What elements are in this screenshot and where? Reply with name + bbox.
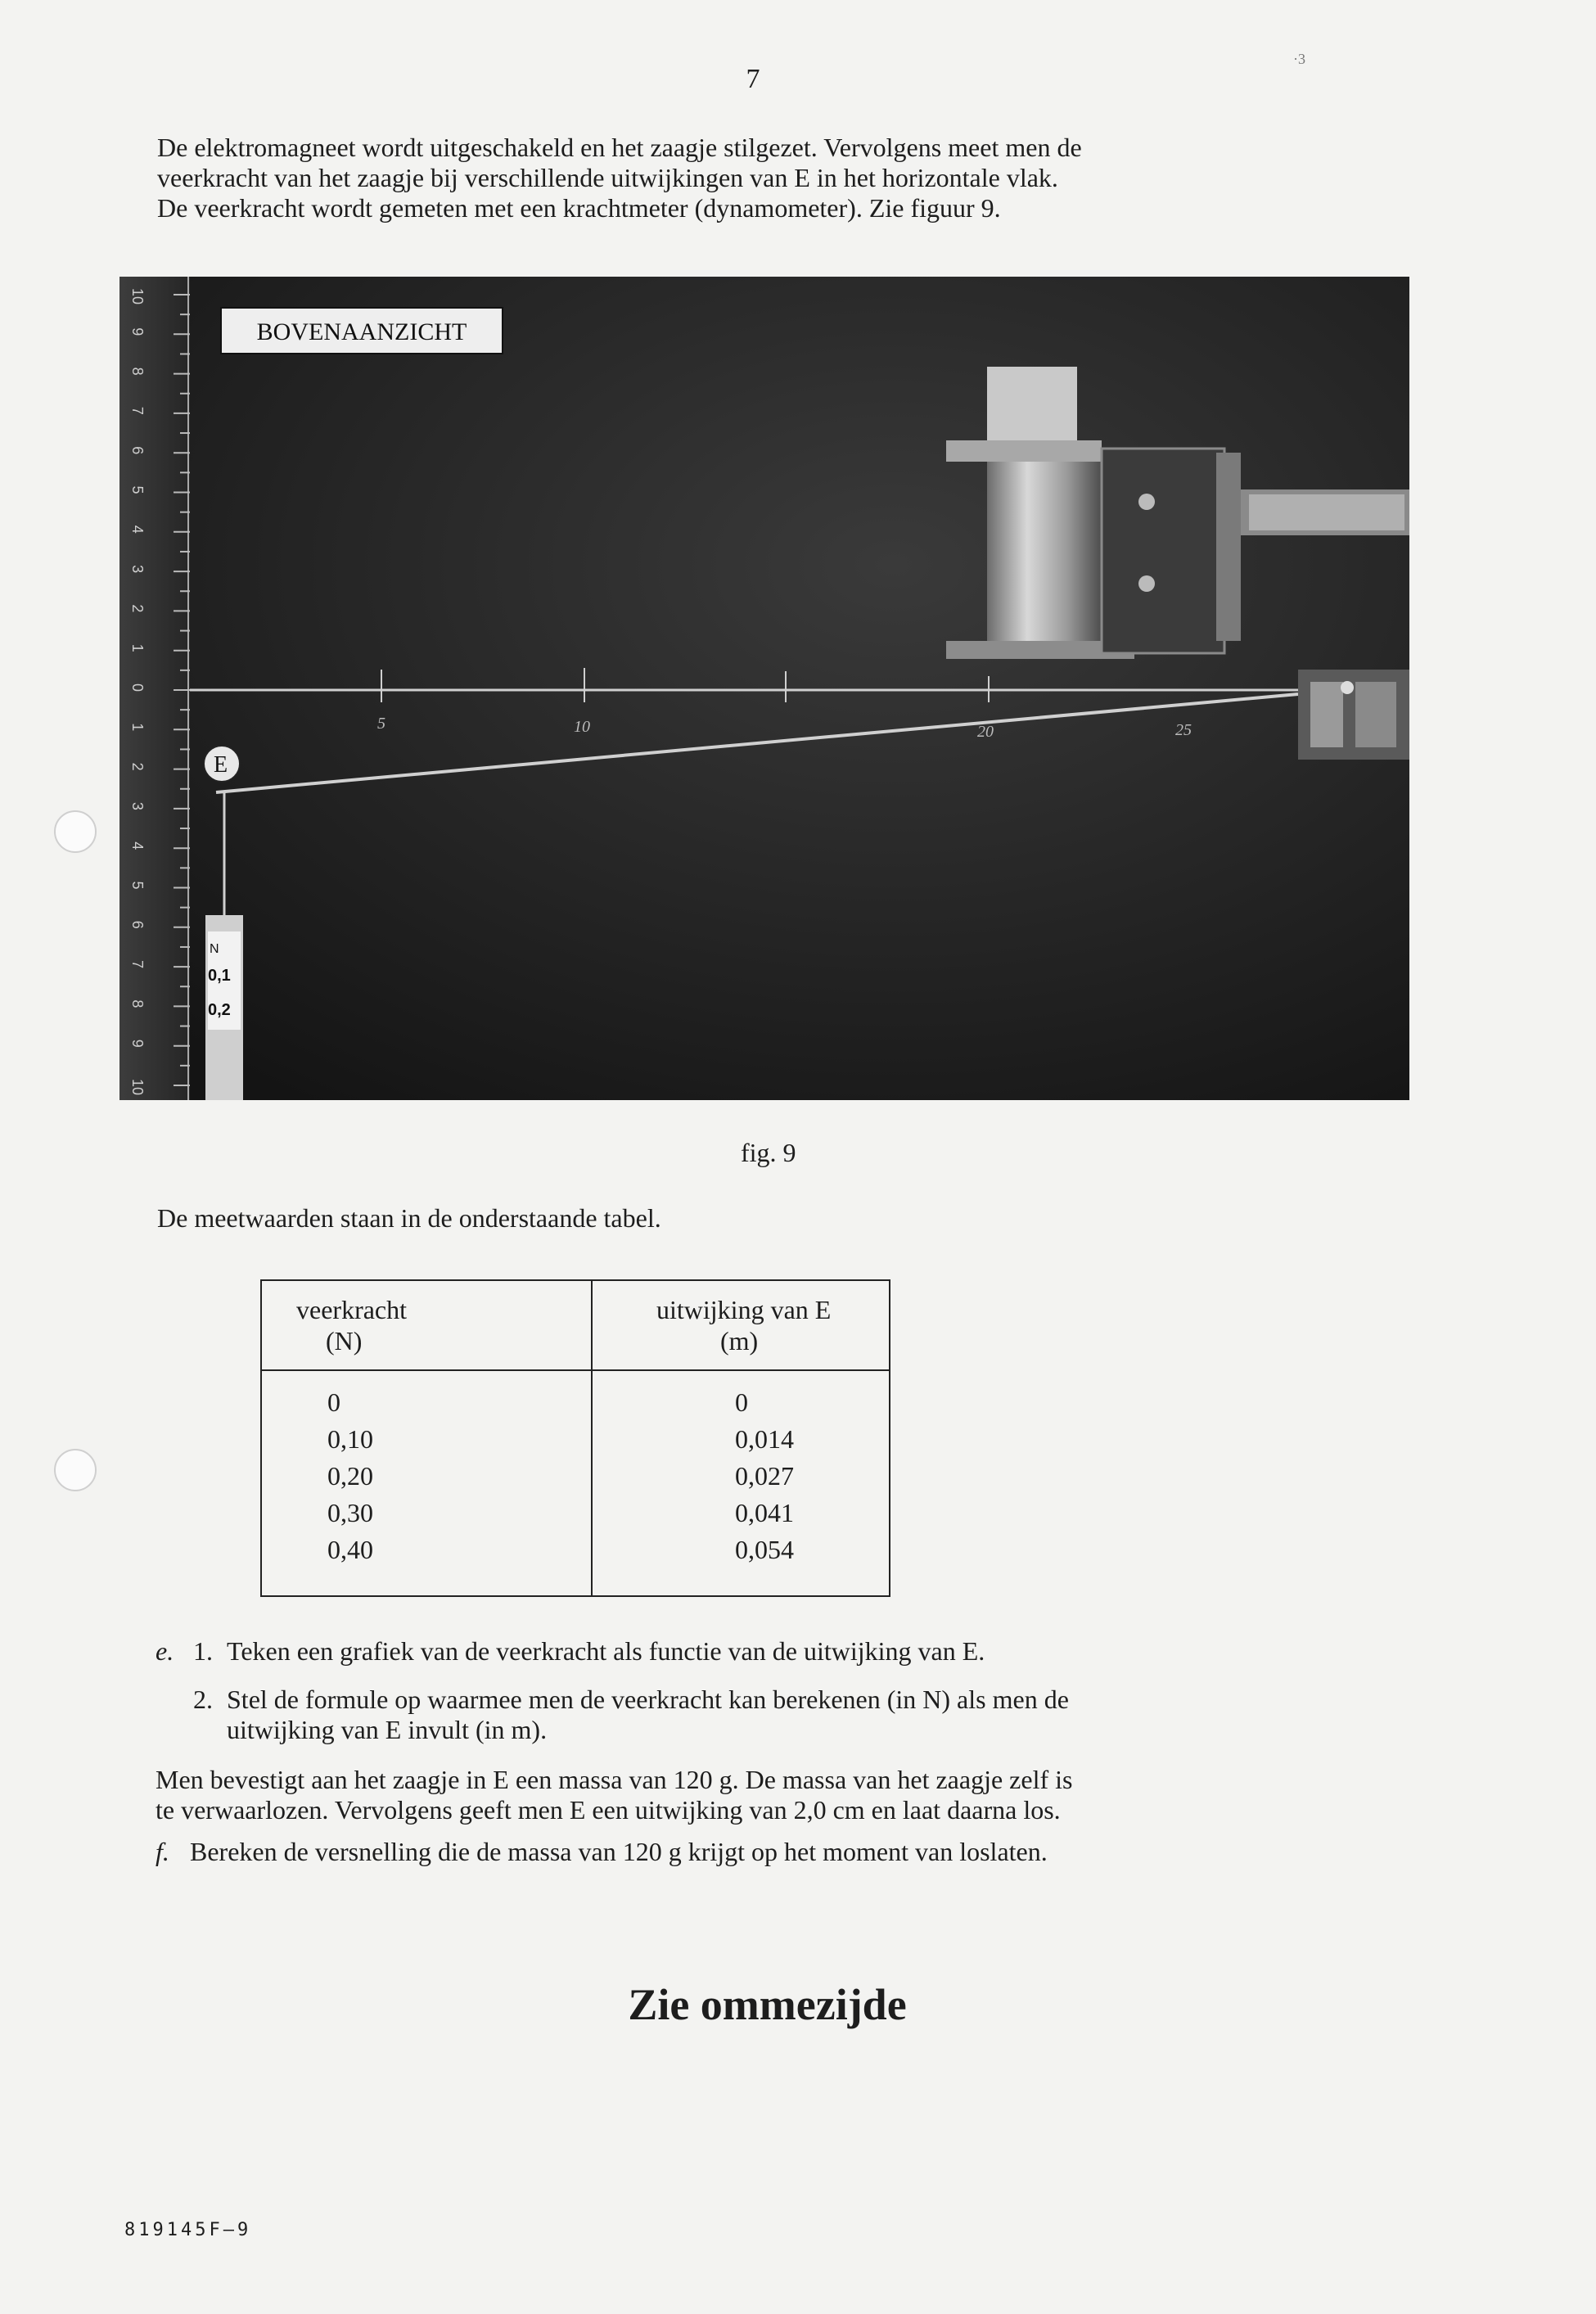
table-column-displacement [592, 1370, 890, 1596]
turn-over-note: Zie ommezijde [628, 1980, 907, 2029]
question-e1-text: Teken een grafiek van de veerkracht als functie van de uitwijking van E. [227, 1636, 985, 1666]
mass-paragraph-line: te verwaarlozen. Vervolgens geeft men E een uitwijking van 2,0 cm en laat daarna los. [156, 1795, 1061, 1825]
ruler-vertical-label: 4 [129, 841, 146, 850]
ruler-vertical-label: 3 [129, 565, 146, 574]
ruler-vertical-label: 0 [129, 683, 146, 692]
ruler-vertical-label: 10 [129, 288, 146, 305]
intro-line: veerkracht van het zaagje bij verschillende uitwijkingen van E in het horizontale vlak. [157, 163, 1058, 192]
ruler-vertical-label: 2 [129, 604, 146, 613]
ruler-vertical-label: 9 [129, 327, 146, 336]
question-e-letter: e. [156, 1636, 174, 1666]
punch-hole [54, 810, 97, 853]
figure-9-photo [119, 277, 1409, 1100]
ruler-vertical-label: 2 [129, 762, 146, 771]
table-header-force: veerkracht (N) [261, 1280, 592, 1370]
ruler-tick-label: 20 [977, 723, 994, 741]
table-column-force [261, 1370, 592, 1596]
intro-line: De elektromagneet wordt uitgeschakeld en het zaagje stilgezet. Vervolgens meet men de [157, 133, 1082, 162]
ruler-tick-label: 5 [377, 715, 385, 733]
table-cell: 0,40 [327, 1535, 373, 1564]
ruler-tick-label: 25 [1175, 721, 1192, 739]
dynamometer [205, 915, 243, 1100]
measurement-table [260, 1279, 890, 1597]
corner-mark: ·3 [1293, 51, 1305, 67]
table-cell: 0 [735, 1387, 748, 1417]
ruler-vertical-label: 1 [129, 723, 146, 732]
ruler-vertical-label: 10 [129, 1079, 146, 1096]
table-cell: 0,041 [735, 1498, 794, 1527]
figure-caption: fig. 9 [741, 1138, 796, 1167]
clamp [1298, 670, 1409, 760]
table-cell: 0,20 [327, 1461, 373, 1491]
ruler-vertical-label: 4 [129, 525, 146, 534]
question-f-letter: f. [156, 1837, 169, 1866]
table-cell: 0,014 [735, 1424, 794, 1454]
ruler-vertical-label: 1 [129, 643, 146, 652]
question-e2-line: Stel de formule op waarmee men de veerkracht kan berekenen (in N) als men de [227, 1685, 1069, 1714]
ruler-vertical-label: 6 [129, 920, 146, 929]
dynamometer-scale: 0,1 [208, 967, 231, 985]
question-f-text: Bereken de versnelling die de massa van 120 g krijgt op het moment van loslaten. [190, 1837, 1048, 1866]
intro-line: De veerkracht wordt gemeten met een krachtmeter (dynamometer). Zie figuur 9. [157, 193, 1001, 223]
question-e2-number: 2. [193, 1685, 213, 1714]
ruler-vertical-label: 8 [129, 367, 146, 376]
document-code: 819145F–9 [124, 2220, 252, 2240]
label-box-text: BOVENAANZICHT [256, 318, 467, 345]
table-cell: 0,10 [327, 1424, 373, 1454]
punch-hole [54, 1449, 97, 1491]
table-cell: 0,027 [735, 1461, 794, 1491]
ruler-vertical-label: 5 [129, 485, 146, 494]
ruler-vertical-label: 5 [129, 881, 146, 890]
ruler-vertical-label: 3 [129, 801, 146, 810]
table-intro: De meetwaarden staan in de onderstaande tabel. [157, 1203, 661, 1233]
table-cell: 0 [327, 1387, 340, 1417]
dynamometer-unit: N [210, 942, 219, 956]
ruler-vertical-label: 7 [129, 406, 146, 415]
ruler-tick-label: 10 [574, 718, 590, 736]
intro-paragraph [157, 133, 1352, 223]
mass-paragraph-line: Men bevestigt aan het zaagje in E een massa van 120 g. De massa van het zaagje zelf is [156, 1765, 1073, 1794]
ruler-vertical-label: 6 [129, 446, 146, 455]
ruler-vertical-label: 8 [129, 999, 146, 1008]
ruler-vertical-label: 7 [129, 960, 146, 969]
table-cell: 0,30 [327, 1498, 373, 1527]
point-e-label: E [214, 752, 228, 778]
table-cell: 0,054 [735, 1535, 794, 1564]
dynamometer-scale: 0,2 [208, 1001, 231, 1019]
table-header-displacement: uitwijking van E (m) [592, 1280, 890, 1370]
question-e1-number: 1. [193, 1636, 213, 1666]
ruler-vertical-label: 9 [129, 1039, 146, 1048]
page-number: 7 [746, 64, 760, 94]
question-e2-line: uitwijking van E invult (in m). [227, 1715, 548, 1744]
